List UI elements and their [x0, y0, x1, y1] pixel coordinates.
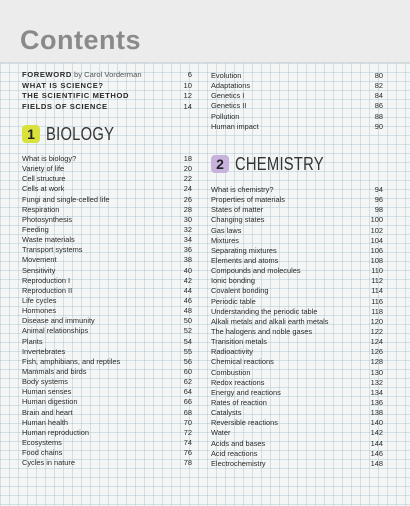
toc-entry-title: States of matter [211, 205, 264, 215]
toc-entry-title: Life cycles [22, 295, 57, 305]
toc-entry [211, 408, 383, 418]
toc-entry-title: Movement [22, 255, 57, 265]
toc-entry [22, 195, 192, 205]
toc-entry [22, 408, 192, 418]
toc-entry-page: 100 [370, 215, 383, 225]
toc-entry [22, 397, 192, 407]
toc-entry [22, 225, 192, 235]
toc-entry [211, 71, 383, 81]
toc-entry-page: 36 [183, 245, 192, 255]
toc-entry-title: Cycles in nature [22, 458, 75, 468]
toc-entry-page: 55 [183, 346, 192, 356]
toc-entry-page: 34 [183, 235, 192, 245]
toc-entry [22, 235, 192, 245]
toc-entry-page: 140 [370, 418, 383, 428]
toc-entry [211, 368, 383, 378]
toc-entry-page: 32 [183, 224, 192, 234]
toc-entry-page: 84 [374, 91, 383, 101]
toc-entry [211, 347, 383, 357]
toc-entry [22, 184, 192, 194]
toc-entry-page: 106 [370, 245, 383, 255]
toc-entry-title: Acid reactions [211, 448, 258, 458]
toc-entry-title: Fish, amphibians, and reptiles [22, 356, 121, 366]
toc-entry [211, 101, 383, 111]
toc-entry-title: Genetics I [211, 91, 245, 101]
toc-entry-page: 96 [374, 195, 383, 205]
toc-entry-title: Disease and immunity [22, 316, 95, 326]
toc-entry-page: 146 [370, 448, 383, 458]
toc-entry-title: Water [211, 428, 231, 438]
toc-entry-page: 54 [183, 336, 192, 346]
toc-entry [22, 316, 192, 326]
toc-entry-title: Pollution [211, 111, 240, 121]
front-matter-page: 6 [187, 70, 192, 79]
toc-entry-title: Human digestion [22, 397, 78, 407]
toc-entry-page: 30 [183, 214, 192, 224]
toc-entry [211, 215, 383, 225]
toc-entry-page: 114 [371, 286, 383, 296]
page-title: Contents [20, 25, 141, 55]
toc-entry-title: Respiration [22, 204, 60, 214]
toc-entry-page: 142 [370, 428, 383, 438]
toc-entry-title: Food chains [22, 448, 63, 458]
toc-entry-title: Variety of life [22, 164, 65, 174]
toc-entry-title: Cells at work [22, 184, 65, 194]
chemistry-heading [211, 154, 343, 174]
toc-entry-title: Radioactivity [211, 347, 253, 357]
toc-entry [211, 337, 383, 347]
toc-entry-page: 110 [371, 266, 383, 276]
toc-entry [22, 266, 192, 276]
front-matter-item [22, 81, 192, 92]
front-matter-item [22, 102, 192, 113]
toc-entry [22, 286, 192, 296]
toc-entry [22, 164, 192, 174]
toc-entry [211, 286, 383, 296]
toc-entry [211, 459, 383, 469]
chemistry-entry-list [211, 185, 383, 469]
toc-entry-page: 52 [183, 326, 192, 336]
toc-entry-title: Mammals and birds [22, 366, 87, 376]
biology-title: BIOLOGY [46, 124, 115, 144]
toc-entry-title: Fungi and single-celled life [22, 194, 110, 204]
toc-entry-page: 122 [370, 326, 383, 336]
toc-entry [211, 112, 383, 122]
toc-entry-title: Cell structure [22, 174, 66, 184]
toc-entry-title: Changing states [211, 215, 265, 225]
toc-entry-title: Transport systems [22, 245, 83, 255]
toc-entry-page: 136 [370, 397, 383, 407]
toc-entry-title: Body systems [22, 377, 69, 387]
toc-entry [211, 205, 383, 215]
toc-entry [211, 327, 383, 337]
toc-entry-page: 120 [370, 316, 383, 326]
front-matter-page: 10 [183, 80, 192, 90]
toc-entry-title: Chemical reactions [211, 357, 274, 367]
front-matter-byline: by Carol Vorderman [71, 70, 142, 79]
toc-entry-title: Covalent bonding [211, 286, 269, 296]
chemistry-title: CHEMISTRY [235, 154, 324, 174]
toc-entry-title: Invertebrates [22, 346, 66, 356]
toc-entry-page: 44 [183, 285, 192, 295]
toc-entry-title: Evolution [211, 71, 242, 80]
toc-entry-page: 72 [183, 427, 192, 437]
toc-entry [211, 246, 383, 256]
toc-entry-page: 50 [183, 316, 192, 326]
toc-entry-title: Animal relationships [22, 326, 89, 336]
toc-entry-page: 130 [370, 367, 383, 377]
toc-entry [211, 297, 383, 307]
biology-number-badge: 1 [22, 125, 40, 143]
toc-entry-page: 124 [370, 337, 383, 347]
toc-entry-title: Brain and heart [22, 407, 73, 417]
toc-entry-page: 104 [370, 235, 383, 245]
toc-entry [211, 418, 383, 428]
toc-entry-page: 126 [370, 347, 383, 357]
toc-entry-page: 40 [183, 265, 192, 275]
toc-entry-title: Reproduction I [22, 275, 71, 285]
toc-entry-title: Ecosystems [22, 437, 62, 447]
toc-entry-page: 82 [374, 81, 383, 91]
toc-entry-title: Transition metals [211, 337, 267, 347]
toc-entry [211, 266, 383, 276]
toc-entry [22, 337, 192, 347]
toc-entry-page: 94 [374, 185, 383, 194]
front-matter-title: WHAT IS SCIENCE? [22, 80, 104, 90]
toc-entry-page: 132 [370, 377, 383, 387]
toc-entry-title: Understanding the periodic table [211, 306, 318, 316]
toc-entry-title: Reversible reactions [211, 418, 278, 428]
toc-entry [22, 276, 192, 286]
toc-entry-page: 48 [183, 306, 192, 316]
toc-entry-title: Adaptations [211, 81, 251, 91]
toc-entry-title: Sensitivity [22, 265, 56, 275]
toc-entry-title: Elements and atoms [211, 255, 279, 265]
toc-entry [22, 154, 192, 164]
chemistry-number-badge: 2 [211, 155, 229, 173]
toc-entry-page: 98 [374, 205, 383, 215]
toc-entry [22, 347, 192, 357]
toc-entry [22, 448, 192, 458]
toc-entry-title: Catalysts [211, 408, 242, 418]
toc-entry-title: Redox reactions [211, 377, 265, 387]
toc-entry [22, 428, 192, 438]
biology-continued-list [211, 71, 383, 132]
toc-entry [211, 388, 383, 398]
toc-entry-title: Plants [22, 336, 43, 346]
toc-entry-title: Ionic bonding [211, 276, 255, 286]
front-matter-list [22, 70, 192, 112]
toc-entry [211, 276, 383, 286]
toc-entry [211, 357, 383, 367]
toc-entry [22, 377, 192, 387]
toc-entry-title: Feeding [22, 224, 49, 234]
front-matter-item [22, 70, 192, 81]
toc-entry-page: 78 [183, 458, 192, 468]
toc-entry [211, 439, 383, 449]
toc-entry-title: What is chemistry? [211, 185, 274, 194]
toc-entry-page: 42 [183, 275, 192, 285]
toc-entry-title: The halogens and noble gases [211, 326, 313, 336]
toc-entry-page: 24 [183, 184, 192, 194]
toc-entry [211, 236, 383, 246]
toc-entry-title: Hormones [22, 306, 57, 316]
toc-entry [22, 205, 192, 215]
biology-entry-list [22, 154, 192, 468]
toc-entry [22, 438, 192, 448]
toc-entry-title: Waste materials [22, 235, 75, 245]
toc-entry [211, 122, 383, 132]
toc-entry [22, 174, 192, 184]
toc-entry-title: Properties of materials [211, 195, 285, 205]
toc-entry-title: Human reproduction [22, 427, 89, 437]
toc-entry-page: 74 [183, 437, 192, 447]
toc-entry [22, 306, 192, 316]
toc-entry [22, 458, 192, 468]
toc-entry-page: 90 [374, 121, 383, 131]
toc-entry-page: 86 [374, 101, 383, 111]
toc-entry-title: Separating mixtures [211, 245, 277, 255]
toc-entry-page: 102 [370, 225, 383, 235]
toc-entry [22, 387, 192, 397]
toc-entry [211, 398, 383, 408]
toc-entry [22, 418, 192, 428]
toc-entry [211, 81, 383, 91]
toc-entry-page: 28 [183, 204, 192, 214]
toc-entry-page: 20 [183, 164, 192, 174]
toc-entry-page: 64 [183, 387, 192, 397]
toc-entry-page: 56 [183, 356, 192, 366]
toc-entry-page: 22 [183, 174, 192, 184]
toc-entry [211, 378, 383, 388]
toc-entry-page: 134 [370, 387, 383, 397]
toc-entry-title: Energy and reactions [211, 387, 281, 397]
toc-entry-page: 118 [371, 306, 383, 316]
toc-entry-page: 26 [183, 194, 192, 204]
header-band [0, 0, 410, 63]
front-matter-title: FOREWORD [22, 70, 72, 79]
toc-entry [211, 317, 383, 327]
toc-entry-title: Periodic table [211, 296, 256, 306]
toc-entry-page: 116 [371, 296, 383, 306]
toc-entry-page: 108 [370, 255, 383, 265]
front-matter-item [22, 91, 192, 102]
toc-entry-page: 62 [183, 377, 192, 387]
toc-entry-page: 38 [183, 255, 192, 265]
toc-entry-title: Alkali metals and alkali earth metals [211, 316, 329, 326]
toc-entry-page: 66 [183, 397, 192, 407]
toc-entry [22, 357, 192, 367]
toc-entry-page: 68 [183, 407, 192, 417]
toc-entry-title: Mixtures [211, 235, 239, 245]
toc-entry [22, 296, 192, 306]
biology-heading [22, 124, 129, 144]
toc-entry [211, 226, 383, 236]
front-matter-page: 14 [183, 101, 192, 111]
toc-entry [22, 255, 192, 265]
toc-entry [211, 256, 383, 266]
front-matter-title: THE SCIENTIFIC METHOD [22, 91, 130, 101]
toc-entry-title: Compounds and molecules [211, 266, 301, 276]
toc-entry [211, 185, 383, 195]
front-matter-page: 12 [183, 91, 192, 101]
toc-entry [211, 91, 383, 101]
toc-entry-title: Gas laws [211, 225, 242, 235]
toc-entry-page: 46 [183, 295, 192, 305]
toc-entry-page: 18 [183, 154, 192, 163]
toc-entry [22, 326, 192, 336]
front-matter-title: FIELDS OF SCIENCE [22, 101, 108, 111]
toc-entry [211, 449, 383, 459]
toc-entry-page: 80 [374, 71, 383, 80]
toc-entry [22, 245, 192, 255]
toc-entry-title: Photosynthesis [22, 214, 73, 224]
toc-entry-page: 138 [370, 408, 383, 418]
toc-entry-page: 76 [183, 448, 192, 458]
toc-entry [22, 367, 192, 377]
toc-entry-title: Rates of reaction [211, 397, 267, 407]
toc-entry-title: Combustion [211, 367, 251, 377]
toc-entry-page: 128 [370, 357, 383, 367]
toc-entry-page: 70 [183, 417, 192, 427]
toc-entry-title: Human senses [22, 387, 72, 397]
toc-entry [211, 307, 383, 317]
toc-entry-title: Reproduction II [22, 285, 73, 295]
toc-entry [211, 428, 383, 438]
toc-entry-page: 144 [370, 438, 383, 448]
toc-entry-title: Human impact [211, 121, 259, 131]
toc-entry-page: 60 [183, 366, 192, 376]
toc-entry [211, 195, 383, 205]
toc-entry-page: 148 [370, 458, 383, 468]
toc-entry [22, 215, 192, 225]
toc-entry-title: Electrochemistry [211, 458, 266, 468]
toc-entry-title: Genetics II [211, 101, 247, 111]
toc-entry-page: 112 [371, 276, 383, 286]
toc-entry-page: 88 [374, 111, 383, 121]
toc-entry-title: Acids and bases [211, 438, 266, 448]
toc-entry-title: What is biology? [22, 154, 77, 163]
toc-entry-title: Human health [22, 417, 69, 427]
